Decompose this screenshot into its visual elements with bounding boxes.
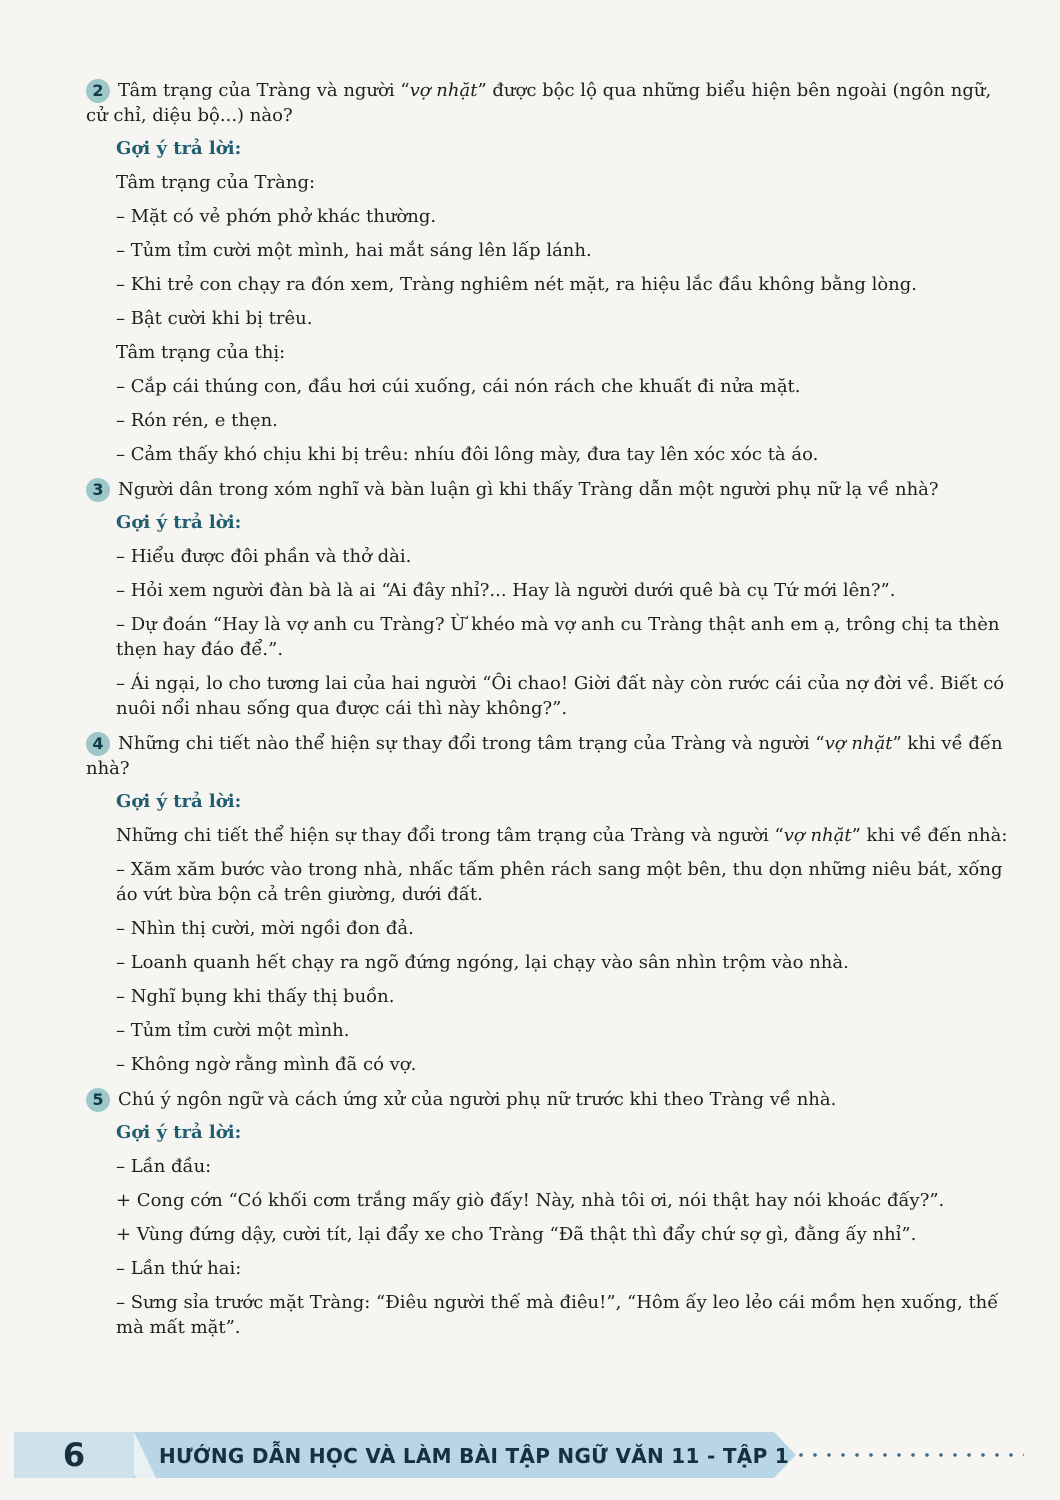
- question-2: [86, 78, 1016, 128]
- intro-emphasis: vợ nhặt: [783, 825, 852, 846]
- answer-line: – Dự đoán “Hay là vợ anh cu Tràng? Ừ khéo mà vợ anh cu Tràng thật anh em ạ, trông chị ta thèn thẹn hay đáo để.”.: [116, 614, 1000, 660]
- answer-line: – Sưng sỉa trước mặt Tràng: “Điêu người thế mà điêu!”, “Hôm ấy leo lẻo cái mồm hẹn xuống, thế mà mất mặt”.: [116, 1292, 999, 1338]
- question-text-end: ” được bộc lộ qua những biểu hiện bên ngoài (ngôn ngữ, cử chỉ, diệu bộ...) nào?: [86, 80, 992, 126]
- answer-line: – Khi trẻ con chạy ra đón xem, Tràng nghiêm nét mặt, ra hiệu lắc đầu không bằng lòng.: [116, 274, 918, 295]
- answer-block-4: [86, 789, 1016, 1077]
- page-number: 6: [14, 1432, 134, 1478]
- question-number-badge: 2: [86, 79, 110, 103]
- answer-line: Tâm trạng của Tràng:: [116, 172, 316, 193]
- answer-line: – Ái ngại, lo cho tương lai của hai người “Ôi chao! Giời đất này còn rước cái của nợ đời về. Biết có nuôi nổi nhau sống qua được cái thì này không?”.: [116, 673, 1005, 719]
- hint-heading: Gợi ý trả lời:: [116, 138, 242, 159]
- answer-line: – Nhìn thị cười, mời ngồi đon đả.: [116, 918, 414, 939]
- hint-heading: Gợi ý trả lời:: [116, 512, 242, 533]
- answer-intro: [116, 823, 1016, 848]
- question-emphasis: vợ nhặt: [409, 80, 478, 101]
- answer-line: – Lần thứ hai:: [116, 1258, 242, 1279]
- question-emphasis: vợ nhặt: [824, 733, 893, 754]
- answer-line: – Tủm tỉm cười một mình, hai mắt sáng lên lấp lánh.: [116, 240, 592, 261]
- hint-heading: Gợi ý trả lời:: [116, 1122, 242, 1143]
- answer-line: – Nghĩ bụng khi thấy thị buồn.: [116, 986, 395, 1007]
- answer-line: – Bật cười khi bị trêu.: [116, 308, 313, 329]
- content-area: [86, 78, 1016, 1350]
- question-number-badge: 3: [86, 478, 110, 502]
- page-footer: [14, 1432, 1024, 1478]
- question-number-badge: 4: [86, 732, 110, 756]
- answer-line: – Mặt có vẻ phớn phở khác thường.: [116, 206, 437, 227]
- answer-line: – Hỏi xem người đàn bà là ai “Ai đây nhỉ?... Hay là người dưới quê bà cụ Tứ mới lên?”.: [116, 580, 896, 601]
- answer-line: – Tủm tỉm cười một mình.: [116, 1020, 350, 1041]
- answer-line: + Cong cớn “Có khối cơm trắng mấy giò đấy! Này, nhà tôi ơi, nói thật hay nói khoác đấy?”.: [116, 1190, 945, 1211]
- answer-line: – Không ngờ rằng mình đã có vợ.: [116, 1054, 417, 1075]
- footer-dots-decoration: [794, 1452, 1024, 1458]
- intro-text: Những chi tiết thể hiện sự thay đổi trong tâm trạng của Tràng và người “: [116, 825, 784, 846]
- question-text: Chú ý ngôn ngữ và cách ứng xử của người phụ nữ trước khi theo Tràng về nhà.: [118, 1089, 837, 1110]
- answer-block-5: [86, 1120, 1016, 1340]
- answer-block-2: [86, 136, 1016, 467]
- answer-line: – Hiểu được đôi phần và thở dài.: [116, 546, 412, 567]
- book-title: HƯỚNG DẪN HỌC VÀ LÀM BÀI TẬP NGỮ VĂN 11 - TẬP 1: [159, 1444, 790, 1468]
- answer-block-3: [86, 510, 1016, 721]
- answer-line: – Cảm thấy khó chịu khi bị trêu: nhíu đôi lông mày, đưa tay lên xóc xóc tà áo.: [116, 444, 819, 465]
- question-number-badge: 5: [86, 1088, 110, 1112]
- question-text-end: ” khi về đến nhà?: [86, 733, 1003, 779]
- question-5: [86, 1087, 1016, 1112]
- answer-line: – Xăm xăm bước vào trong nhà, nhấc tấm phên rách sang một bên, thu dọn những niêu bát, xống áo vứt bừa bộn cả trên giường, dưới đất.: [116, 859, 1003, 905]
- answer-line: + Vùng đứng dậy, cười tít, lại đẩy xe cho Tràng “Đã thật thì đẩy chứ sợ gì, đằng ấy nhỉ”.: [116, 1224, 917, 1245]
- question-text: Những chi tiết nào thể hiện sự thay đổi trong tâm trạng của Tràng và người “: [118, 733, 825, 754]
- hint-heading: Gợi ý trả lời:: [116, 791, 242, 812]
- intro-text-end: ” khi về đến nhà:: [851, 825, 1008, 846]
- answer-line: – Rón rén, e thẹn.: [116, 410, 278, 431]
- answer-line: – Cắp cái thúng con, đầu hơi cúi xuống, cái nón rách che khuất đi nửa mặt.: [116, 376, 801, 397]
- question-text: Tâm trạng của Tràng và người “: [118, 80, 410, 101]
- question-4: [86, 731, 1016, 781]
- answer-line: – Loanh quanh hết chạy ra ngõ đứng ngóng, lại chạy vào sân nhìn trộm vào nhà.: [116, 952, 849, 973]
- answer-line: Tâm trạng của thị:: [116, 342, 286, 363]
- question-3: [86, 477, 1016, 502]
- question-text: Người dân trong xóm nghĩ và bàn luận gì khi thấy Tràng dẫn một người phụ nữ lạ về nhà?: [118, 479, 939, 500]
- answer-line: – Lần đầu:: [116, 1156, 212, 1177]
